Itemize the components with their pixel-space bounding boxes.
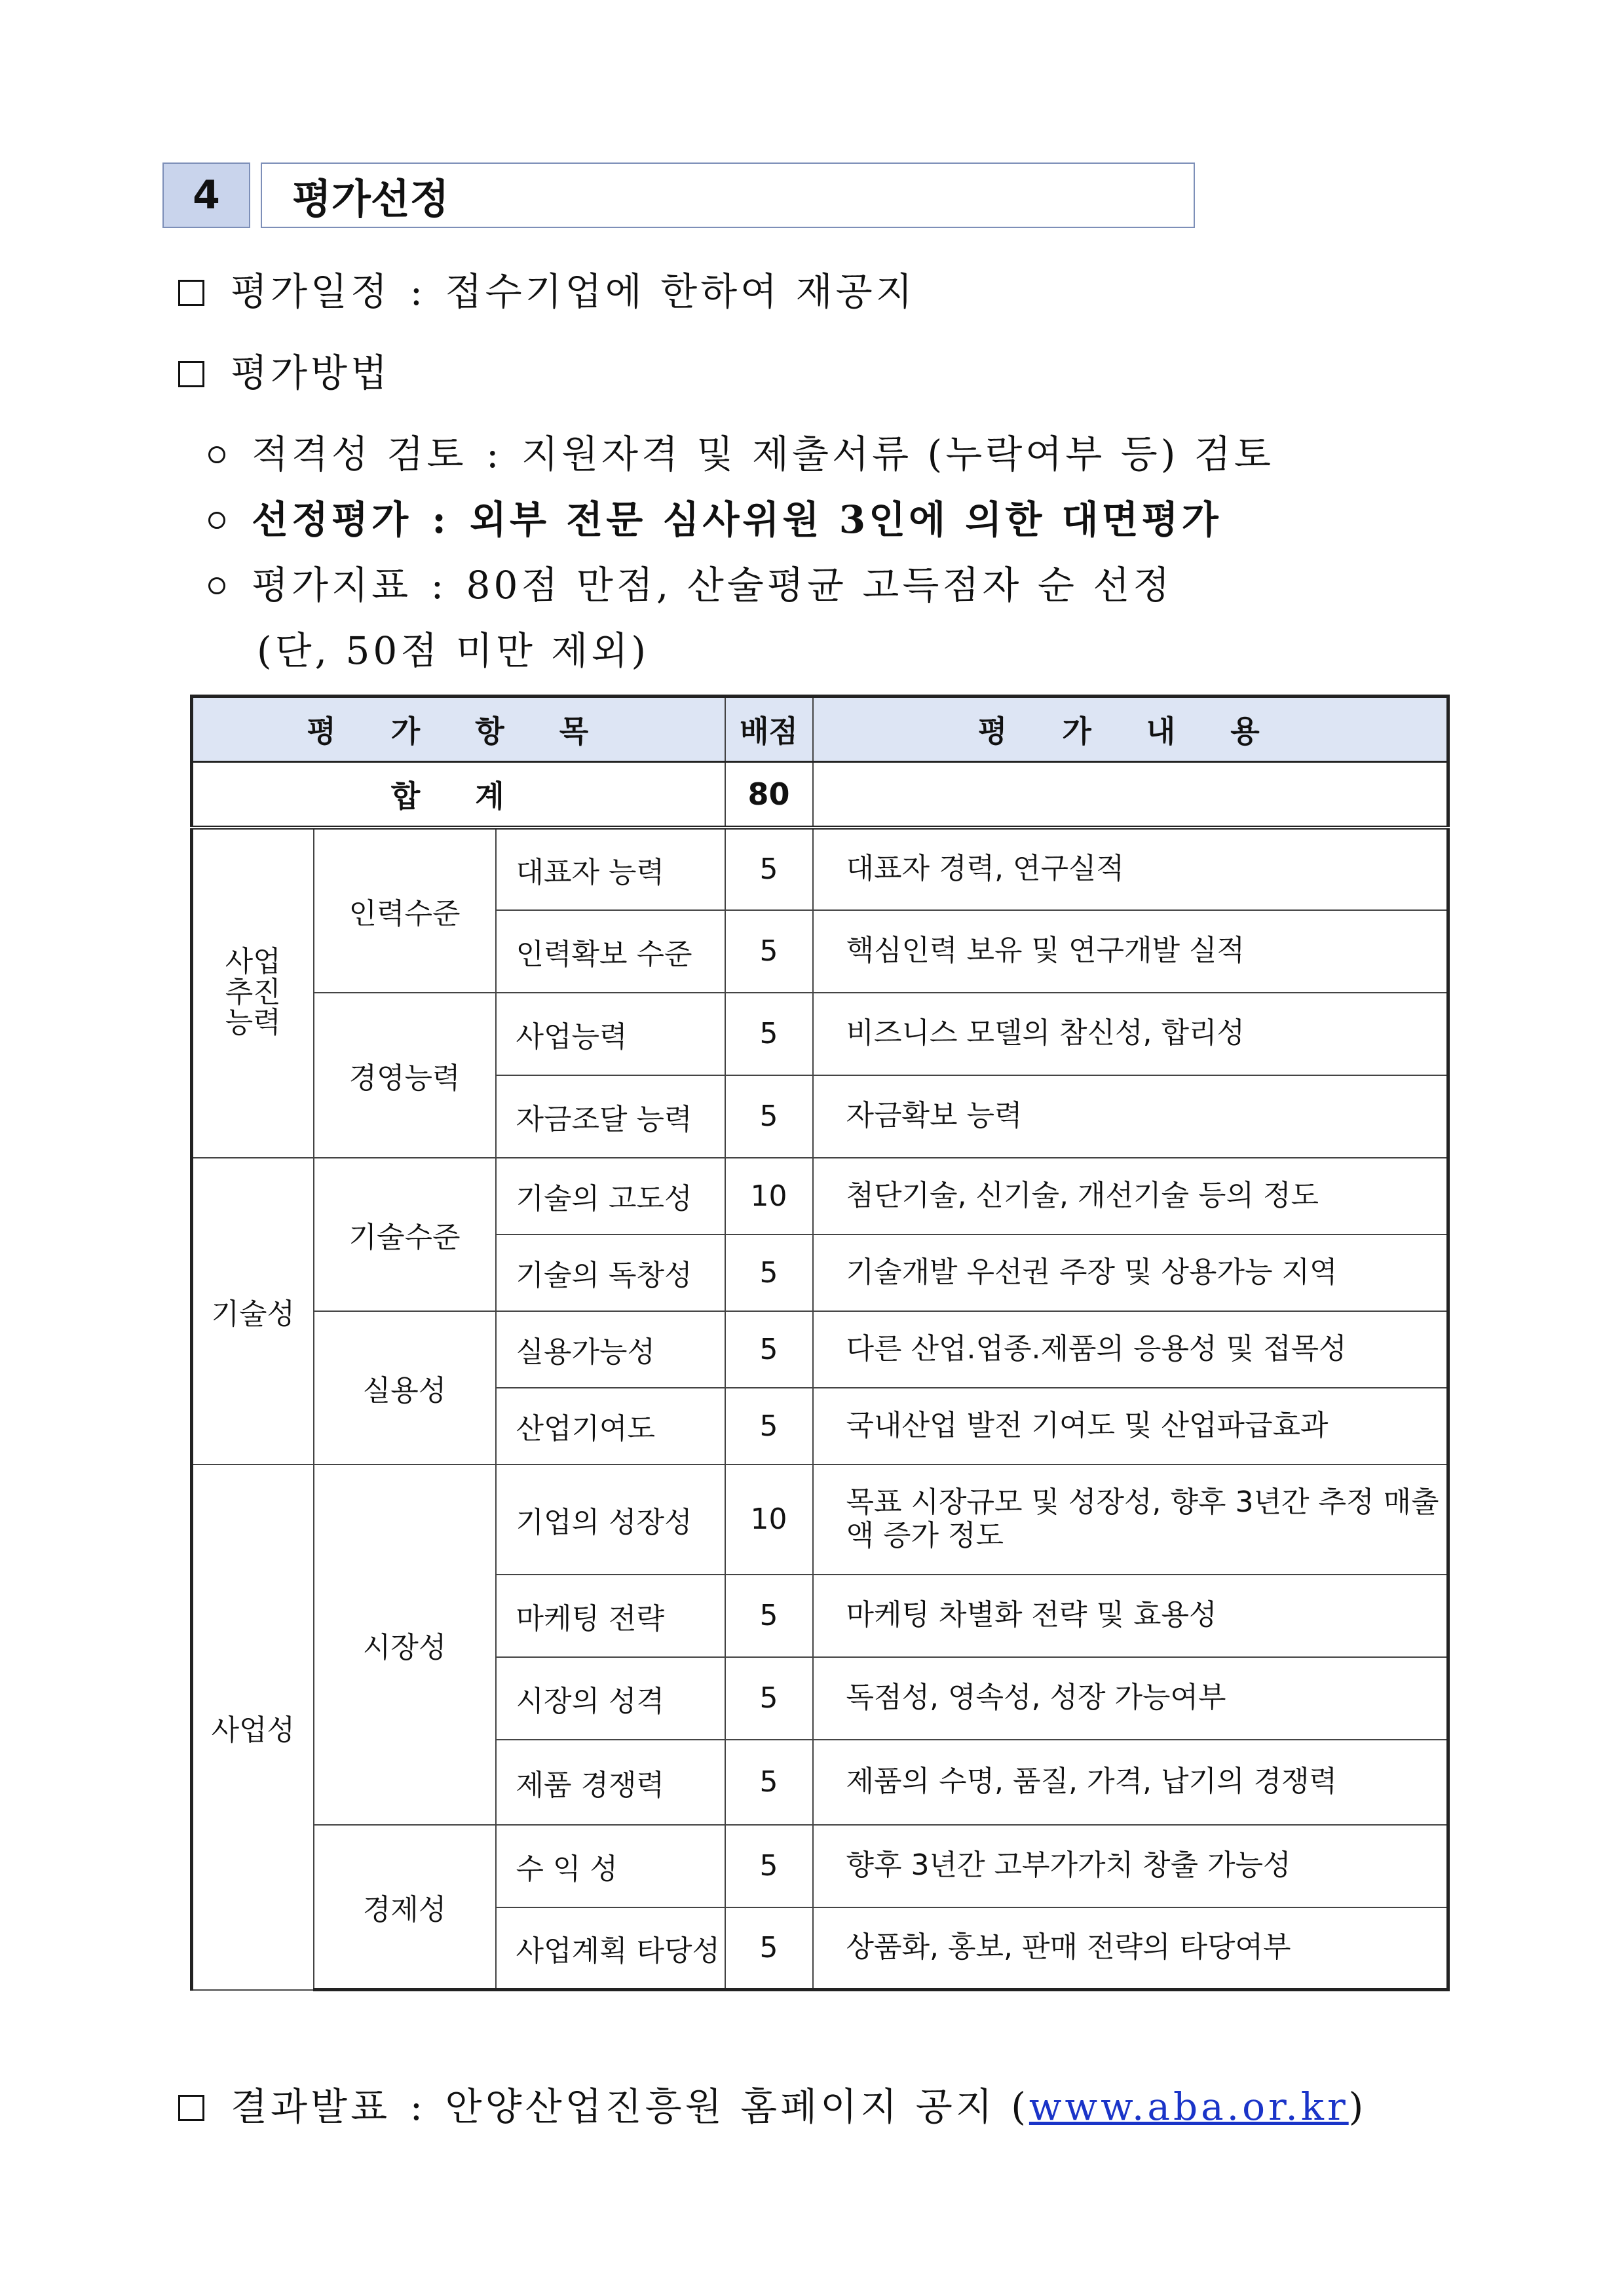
item-cell: 실용가능성	[496, 1311, 725, 1388]
desc-cell: 상품화, 홍보, 판매 전략의 타당여부	[813, 1907, 1448, 1990]
method-item-text: 외부 전문 심사위원 3인에 의한 대면평가	[469, 497, 1222, 542]
table-row	[192, 1311, 1448, 1388]
subcategory-cell: 경영능력	[314, 993, 496, 1158]
method-item-label: 적격성 검토	[252, 432, 467, 476]
item-cell: 대표자 능력	[496, 828, 725, 910]
score-cell: 5	[725, 1740, 813, 1825]
total-label: 합 계	[192, 762, 725, 828]
section-number: 4	[162, 163, 250, 228]
method-item-separator: :	[432, 497, 449, 542]
checkbox-square-icon	[178, 2095, 204, 2121]
score-cell: 5	[725, 1311, 813, 1388]
category-cell: 사업추진능력	[192, 828, 314, 1158]
desc-cell: 대표자 경력, 연구실적	[813, 828, 1448, 910]
score-cell: 5	[725, 1234, 813, 1311]
desc-cell: 향후 3년간 고부가가치 창출 가능성	[813, 1825, 1448, 1907]
desc-cell: 독점성, 영속성, 성장 가능여부	[813, 1657, 1448, 1740]
subcategory-cell: 경제성	[314, 1825, 496, 1990]
desc-cell: 첨단기술, 신기술, 개선기술 등의 정도	[813, 1158, 1448, 1234]
checkbox-square-icon	[178, 361, 204, 387]
schedule-line	[178, 261, 916, 316]
schedule-text: 접수기업에 한하여 재공지	[445, 269, 916, 314]
method-item-text: 지원자격 및 제출서류 (누락여부 등) 검토	[521, 432, 1274, 476]
header-score: 배점	[725, 697, 813, 762]
subcategory-cell: 시장성	[314, 1464, 496, 1825]
item-cell: 인력확보 수준	[496, 910, 725, 993]
score-cell: 5	[725, 1657, 813, 1740]
desc-cell: 핵심인력 보유 및 연구개발 실적	[813, 910, 1448, 993]
desc-cell: 제품의 수명, 품질, 가격, 납기의 경쟁력	[813, 1740, 1448, 1825]
item-cell: 산업기여도	[496, 1388, 725, 1464]
desc-cell: 비즈니스 모델의 참신성, 합리성	[813, 993, 1448, 1075]
total-content	[813, 762, 1448, 828]
method-item	[208, 423, 1274, 478]
item-cell: 사업계획 타당성	[496, 1907, 725, 1990]
method-item	[208, 489, 1222, 544]
category-cell: 기술성	[192, 1158, 314, 1464]
header-item: 평 가 항 목	[192, 697, 725, 762]
table-row	[192, 993, 1448, 1075]
total-row	[192, 762, 1448, 828]
checkbox-square-icon	[178, 280, 204, 306]
item-cell: 마케팅 전략	[496, 1575, 725, 1657]
score-cell: 10	[725, 1464, 813, 1575]
schedule-separator: :	[409, 269, 426, 314]
table-row	[192, 1158, 1448, 1234]
evaluation-table	[190, 695, 1450, 1991]
table-header-row	[192, 697, 1448, 762]
item-cell: 시장의 성격	[496, 1657, 725, 1740]
desc-cell: 기술개발 우선권 주장 및 상용가능 지역	[813, 1234, 1448, 1311]
subcategory-cell: 인력수준	[314, 828, 496, 993]
method-item-label: 선정평가	[252, 497, 412, 542]
item-cell: 기술의 독창성	[496, 1234, 725, 1311]
method-item-text: 80점 만점, 산술평균 고득점자 순 선정	[466, 563, 1173, 607]
result-text: 안양산업진흥원 홈페이지 공지	[445, 2084, 996, 2129]
item-cell: 자금조달 능력	[496, 1075, 725, 1158]
method-label: 평가방법	[231, 351, 391, 395]
subcategory-cell: 실용성	[314, 1311, 496, 1464]
desc-cell: 국내산업 발전 기여도 및 산업파급효과	[813, 1388, 1448, 1464]
score-cell: 10	[725, 1158, 813, 1234]
item-cell: 기업의 성장성	[496, 1464, 725, 1575]
score-cell: 5	[725, 1825, 813, 1907]
desc-cell: 자금확보 능력	[813, 1075, 1448, 1158]
method-item-note: (단, 50점 미만 제외)	[257, 628, 649, 673]
circle-bullet-icon	[208, 512, 225, 529]
method-item-label: 평가지표	[252, 563, 412, 607]
homepage-link[interactable]: www.aba.or.kr	[1029, 2084, 1349, 2129]
table-row	[192, 1464, 1448, 1575]
score-cell: 5	[725, 993, 813, 1075]
category-cell: 사업성	[192, 1464, 314, 1990]
circle-bullet-icon	[208, 577, 225, 594]
item-cell: 기술의 고도성	[496, 1158, 725, 1234]
score-cell: 5	[725, 1075, 813, 1158]
result-label: 결과발표	[231, 2084, 391, 2129]
desc-cell: 목표 시장규모 및 성장성, 향후 3년간 추정 매출액 증가 정도	[813, 1464, 1448, 1575]
table-row	[192, 828, 1448, 910]
method-item	[208, 554, 1173, 609]
desc-cell: 다른 산업.업종.제품의 응용성 및 접목성	[813, 1311, 1448, 1388]
schedule-label: 평가일정	[231, 269, 391, 314]
result-line: 결과발표 : 안양산업진흥원 홈페이지 공지 (www.aba.or.kr)	[178, 2076, 1367, 2131]
table-row	[192, 1825, 1448, 1907]
subcategory-cell: 기술수준	[314, 1158, 496, 1311]
score-cell: 5	[725, 1907, 813, 1990]
item-cell: 수 익 성	[496, 1825, 725, 1907]
result-separator: :	[409, 2084, 426, 2129]
total-score: 80	[725, 762, 813, 828]
score-cell: 5	[725, 910, 813, 993]
header-content: 평 가 내 용	[813, 697, 1448, 762]
item-cell: 사업능력	[496, 993, 725, 1075]
method-item-separator: :	[430, 563, 447, 607]
score-cell: 5	[725, 1575, 813, 1657]
section-title: 평가선정	[261, 163, 1195, 228]
desc-cell: 마케팅 차별화 전략 및 효용성	[813, 1575, 1448, 1657]
score-cell: 5	[725, 828, 813, 910]
circle-bullet-icon	[208, 446, 225, 463]
method-line	[178, 342, 390, 397]
item-cell: 제품 경쟁력	[496, 1740, 725, 1825]
method-item-separator: :	[486, 432, 502, 476]
score-cell: 5	[725, 1388, 813, 1464]
